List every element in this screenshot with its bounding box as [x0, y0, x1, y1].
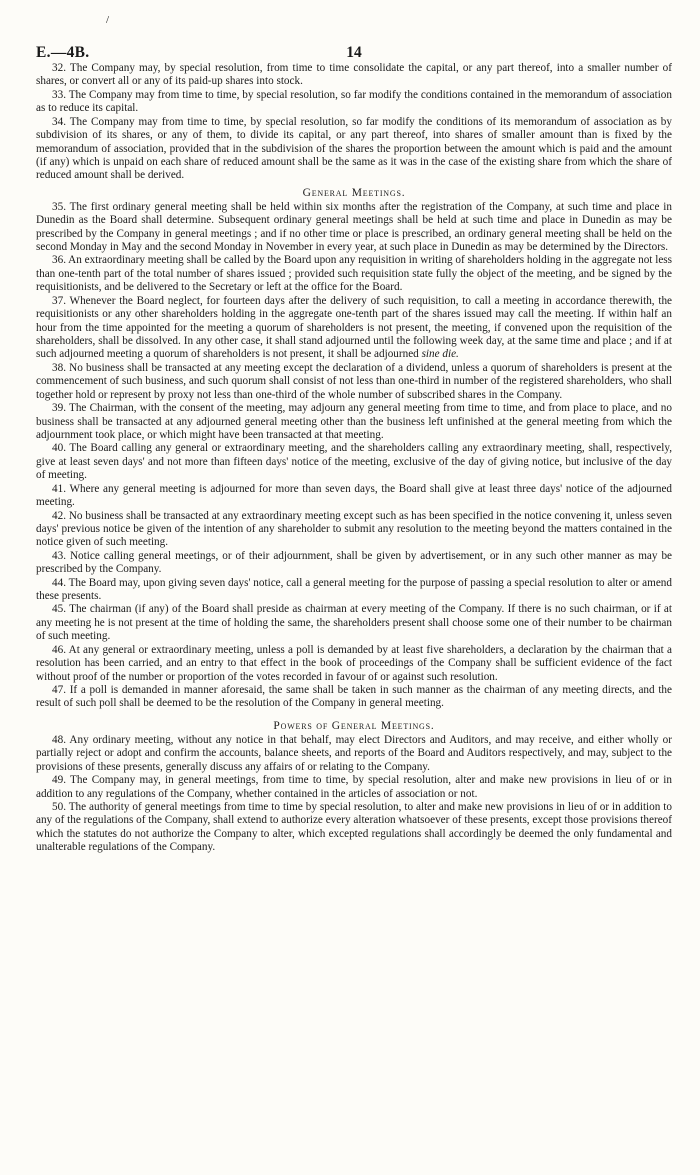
document-code: E.—4B.: [36, 44, 90, 61]
margin-mark: /: [106, 14, 110, 26]
clause-38: 38. No business shall be transacted at any meeting except the declaration of a dividend, unless a quorum of shareholders is present at the commencement of such business, and such quorum shall consist of not less than one-third in number of the registered shareholders, who shall together hold or represent by proxy not less than one-third of the whole number of subscribed shares in the Company.: [36, 361, 672, 401]
clause-35: 35. The first ordinary general meeting shall be held within six months after the registration of the Company, at such time and place in Dunedin as the Board shall determine. Subsequent ordinary general meetings shall be held at such time and place in Dunedin as may be prescribed by the Company in general meetings ; and if no other time or place is prescribed, an ordinary general meeting shall be held on the second Monday in May and the second Monday in November in every year, at such place in Dunedin as may be determined by the Directors.: [36, 200, 672, 254]
clause-41: 41. Where any general meeting is adjourned for more than seven days, the Board shall give at least three days' notice of the adjourned meeting.: [36, 482, 672, 509]
document-page: [36, 0, 672, 855]
clause-39: 39. The Chairman, with the consent of the meeting, may adjourn any general meeting from time to time, and from place to place, and no business shall be transacted at any adjourned general meeting other than the business left unfinished at the general meeting from which the adjournment took place, or which might have been transacted at that meeting.: [36, 402, 672, 441]
clause-43: 43. Notice calling general meetings, or of their adjournment, shall be given by advertisement, or in any such other manner as may be prescribed by the Company.: [36, 549, 672, 576]
clause-44: 44. The Board may, upon giving seven days' notice, call a general meeting for the purpose of passing a special resolution to alter or amend these presents.: [36, 576, 672, 603]
page-header: [36, 0, 672, 62]
clause-37: [36, 295, 672, 362]
section-heading-powers: Powers of General Meetings.: [273, 719, 435, 732]
clause-36: 36. An extraordinary meeting shall be called by the Board upon any requisition in writing of shareholders holding in the aggregate not less than one-tenth part of the total number of shares issued ; provided such requisition state fully the object of the meeting, and be signed by the requisitionists, and be delivered to the Secretary or left at the office for the Board.: [36, 254, 672, 294]
page-number: 14: [346, 44, 362, 61]
body-text: [36, 62, 672, 855]
clause-47: 47. If a poll is demanded in manner aforesaid, the same shall be taken in such manner as the chairman of any meeting directs, and the result of such poll shall be deemed to be the resolution of the Company in general meeting.: [36, 683, 672, 710]
clause-50: 50. The authority of general meetings from time to time by special resolution, to alter and make new provisions in lieu of or in addition to any of the regulations of the Company, shall extend to authorize every alteration whatsoever of these presents, except those provisions thereof which the statutes do not authorize the Company to alter, which excepted regulations shall accordingly be deemed the only fundamental and unalterable regulations of the Company.: [36, 800, 672, 854]
clause-37-text: 37. Whenever the Board neglect, for fourteen days after the delivery of such requisition, to call a meeting in accordance therewith, the requisitionists or any other shareholders holding in the aggregate one-tenth part of the shares issued may call the meeting. If within half an hour from the time appointed for the meeting a quorum of shareholders is not present, the meeting, if convened upon the requisition of the shareholders, shall be dissolved. In any other case, it shall stand adjourned until the following week day, at the same time and place ; and if at such adjourned meeting a quorum of shareholders is not present, it shall be adjourned: [36, 294, 672, 361]
clause-34: 34. The Company may from time to time, by special resolution, so far modify the conditions of its memorandum of association as by subdivision of its shares, or any of them, to divide its capital, or any part thereof, into shares of smaller amount than is fixed by the memorandum of association, provided that in the subdivision of the shares the proportion between the amount which is paid and the amount (if any) which is unpaid on each share of reduced amount shall be the same as it was in the case of the existing share from which the share of reduced amount shall be derived.: [36, 115, 672, 182]
clause-46: 46. At any general or extraordinary meeting, unless a poll is demanded by at least five shareholders, a declaration by the chairman that a resolution has been carried, and an entry to that effect in the book of proceedings of the Company shall be sufficient evidence of the fact without proof of the number or proportion of the votes recorded in favour of or against such resolution.: [36, 643, 672, 683]
clause-33: 33. The Company may from time to time, by special resolution, so far modify the conditions contained in the memorandum of association as to reduce its capital.: [36, 88, 672, 115]
clause-48: 48. Any ordinary meeting, without any notice in that behalf, may elect Directors and Auditors, and may receive, and either wholly or partially reject or adopt and confirm the accounts, balance sheets, and reports of the Board and Auditors respectively, and may, subject to the provisions of these presents, generally discuss any affairs of or relating to the Company.: [36, 733, 672, 773]
clause-40: 40. The Board calling any general or extraordinary meeting, and the shareholders calling any extraordinary meeting, shall, respectively, give at least seven days' and not more than fifteen days' notice of the meeting, exclusive of the day of giving notice, but inclusive of the day of meeting.: [36, 442, 672, 482]
clause-42: 42. No business shall be transacted at any extraordinary meeting except such as has been specified in the notice convening it, unless seven days' previous notice be given of the intention of any shareholder to submit any resolution to the meeting beyond the matters contained in the notice given of such meeting.: [36, 509, 672, 549]
clause-32: 32. The Company may, by special resolution, from time to time consolidate the capital, or any part thereof, into a smaller number of shares, or convert all or any of its paid-up shares into stock.: [36, 62, 672, 88]
section-heading-general-meetings: General Meetings.: [302, 186, 406, 199]
clause-37-latin: sine die.: [421, 348, 459, 361]
clause-49: 49. The Company may, in general meetings, from time to time, by special resolution, alter and make new provisions in lieu of or in addition to any regulations of the Company, whether contained in the articles of association or not.: [36, 774, 672, 800]
clause-45: 45. The chairman (if any) of the Board shall preside as chairman at every meeting of the Company. If there is no such chairman, or if at any meeting he is not present at the time of holding the same, the shareholders present shall choose some one of their number to be chairman of such meeting.: [36, 603, 672, 643]
